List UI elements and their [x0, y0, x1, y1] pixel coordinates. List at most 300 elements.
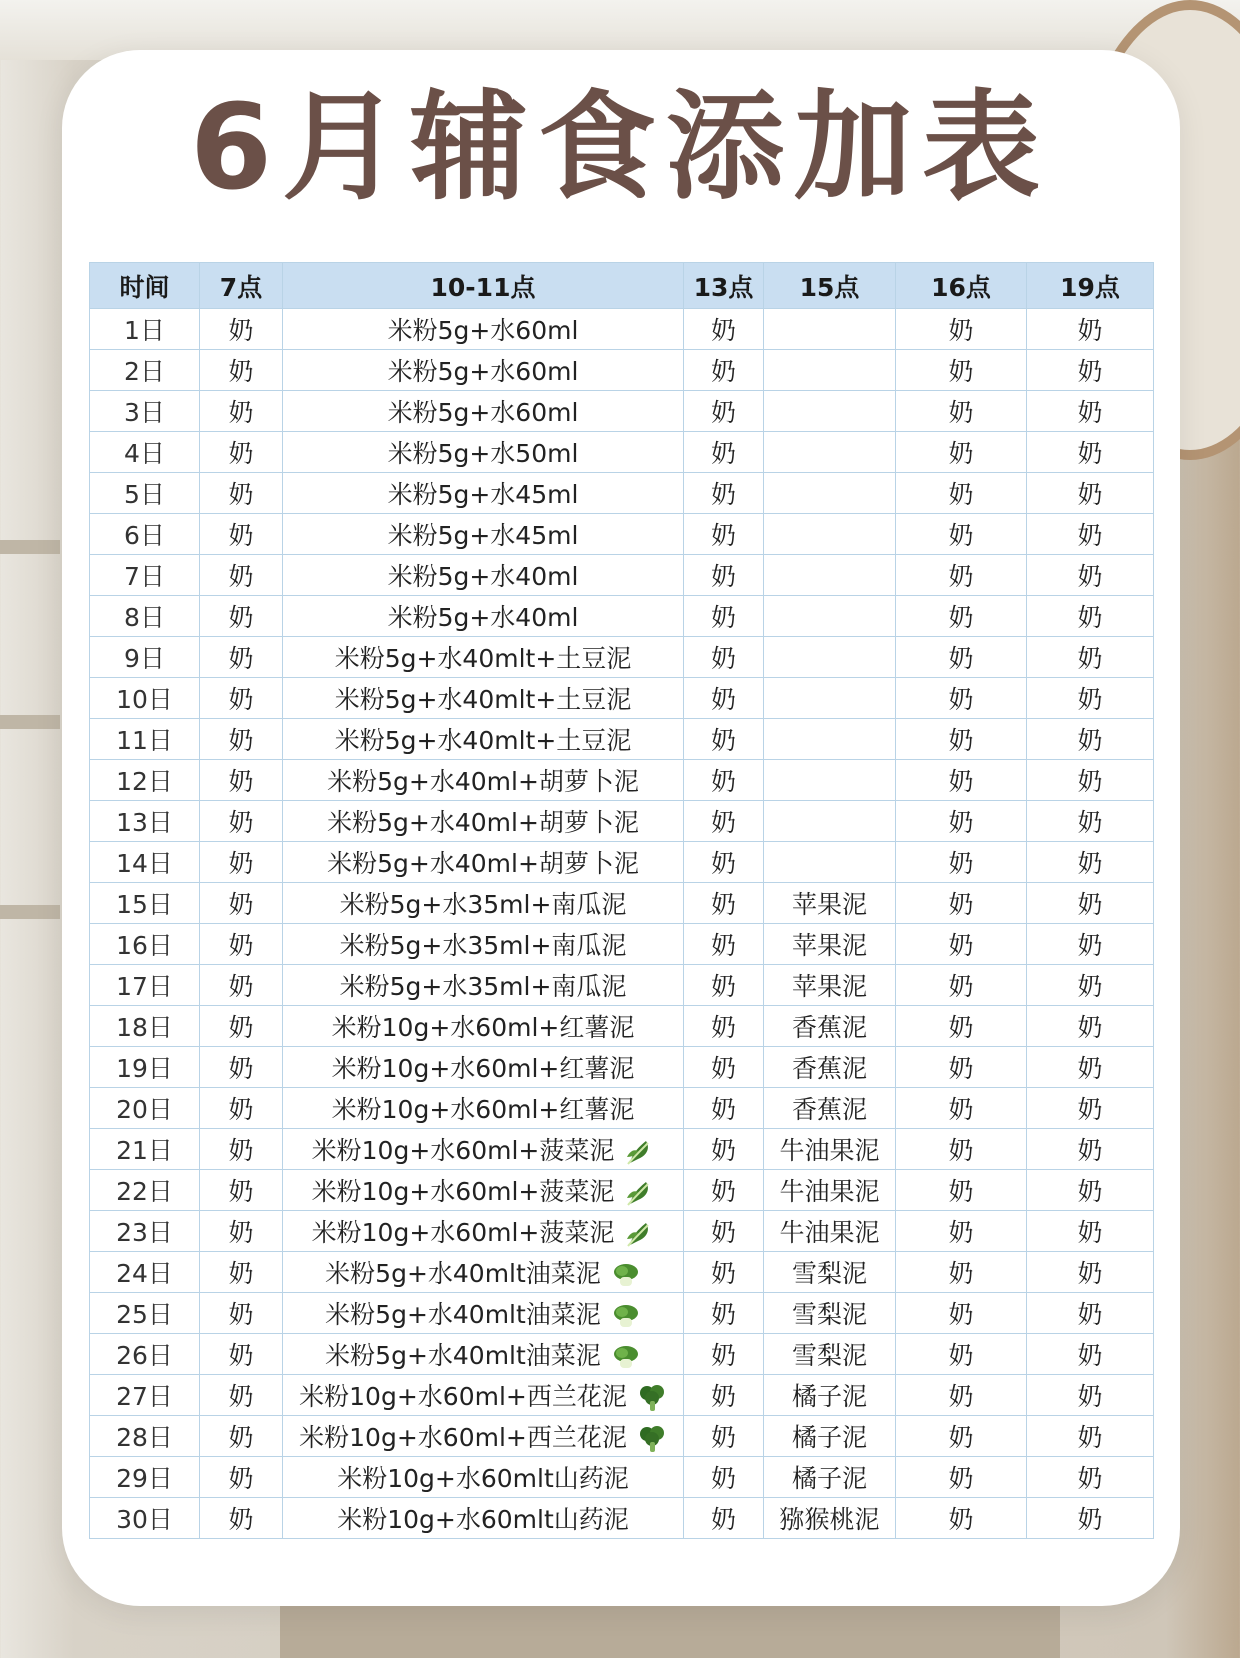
cell-19-text: 奶 — [1077, 931, 1103, 960]
cell-10-11-text: 米粉10g+水60ml+红薯泥 — [331, 1013, 635, 1042]
cell-7 — [200, 965, 283, 1006]
cell-day — [90, 883, 200, 924]
cell-19-text: 奶 — [1077, 1054, 1103, 1083]
cell-7 — [200, 801, 283, 842]
cell-15 — [764, 1088, 896, 1129]
cell-16 — [896, 309, 1027, 350]
cell-7 — [200, 473, 283, 514]
cell-13-text: 奶 — [710, 1054, 736, 1083]
cell-16 — [896, 924, 1027, 965]
cell-15 — [764, 965, 896, 1006]
cell-15 — [764, 514, 896, 555]
cell-day — [90, 719, 200, 760]
bok-choy-icon — [611, 1301, 641, 1331]
cell-15-text: 香蕉泥 — [791, 1095, 867, 1124]
table-row — [90, 1170, 1154, 1211]
cell-16-text: 奶 — [948, 1136, 974, 1165]
cell-7-text: 奶 — [228, 808, 254, 837]
cell-15-text: 苹果泥 — [791, 890, 867, 919]
cell-19 — [1027, 1170, 1154, 1211]
cell-15 — [764, 1498, 896, 1539]
cell-10-11 — [283, 924, 684, 965]
cell-day-text: 18日 — [116, 1013, 173, 1042]
cell-7 — [200, 1334, 283, 1375]
cell-19-text: 奶 — [1077, 1136, 1103, 1165]
cell-10-11 — [283, 1170, 684, 1211]
cell-13-text: 奶 — [710, 972, 736, 1001]
cell-day-text: 28日 — [116, 1423, 173, 1452]
cell-19 — [1027, 1457, 1154, 1498]
cell-15 — [764, 1047, 896, 1088]
cell-16-text: 奶 — [948, 1464, 974, 1493]
cell-7 — [200, 1416, 283, 1457]
cell-13 — [684, 555, 764, 596]
cell-13-text: 奶 — [710, 890, 736, 919]
cell-day-text: 21日 — [116, 1136, 173, 1165]
cell-16-text: 奶 — [948, 1505, 974, 1534]
cell-day-text: 2日 — [124, 357, 165, 386]
cell-13 — [684, 432, 764, 473]
cell-16 — [896, 473, 1027, 514]
cell-13-text: 奶 — [710, 480, 736, 509]
cell-15 — [764, 596, 896, 637]
cell-16-text: 奶 — [948, 439, 974, 468]
cell-13 — [684, 1006, 764, 1047]
cell-13 — [684, 1211, 764, 1252]
cell-16 — [896, 965, 1027, 1006]
table-row — [90, 1293, 1154, 1334]
cell-13-text: 奶 — [710, 603, 736, 632]
cell-day-text: 20日 — [116, 1095, 173, 1124]
table-row — [90, 637, 1154, 678]
cell-19-text: 奶 — [1077, 1341, 1103, 1370]
cell-16-text: 奶 — [948, 1218, 974, 1247]
cell-19-text: 奶 — [1077, 644, 1103, 673]
broccoli-icon — [637, 1383, 667, 1413]
cell-15-text: 苹果泥 — [791, 972, 867, 1001]
cell-day — [90, 801, 200, 842]
cell-15 — [764, 719, 896, 760]
cell-13 — [684, 1457, 764, 1498]
cell-19-text: 奶 — [1077, 357, 1103, 386]
cell-19 — [1027, 1334, 1154, 1375]
cell-19 — [1027, 1088, 1154, 1129]
cell-13-text: 奶 — [710, 1505, 736, 1534]
cell-19-text: 奶 — [1077, 726, 1103, 755]
cell-19-text: 奶 — [1077, 1095, 1103, 1124]
table-row — [90, 1334, 1154, 1375]
cell-7 — [200, 1252, 283, 1293]
cell-16 — [896, 1129, 1027, 1170]
cell-13-text: 奶 — [710, 1177, 736, 1206]
cell-day — [90, 596, 200, 637]
cell-day — [90, 350, 200, 391]
cell-day — [90, 1211, 200, 1252]
cell-15 — [764, 432, 896, 473]
cell-13 — [684, 1170, 764, 1211]
cell-day-text: 16日 — [116, 931, 173, 960]
cell-15 — [764, 1375, 896, 1416]
cell-day-text: 30日 — [116, 1505, 173, 1534]
cell-7 — [200, 514, 283, 555]
cell-19 — [1027, 514, 1154, 555]
cell-15 — [764, 1006, 896, 1047]
cell-7-text: 奶 — [228, 972, 254, 1001]
cell-19-text: 奶 — [1077, 1218, 1103, 1247]
table-row — [90, 350, 1154, 391]
table-row — [90, 1211, 1154, 1252]
cell-16 — [896, 678, 1027, 719]
cell-7 — [200, 842, 283, 883]
cell-10-11-text: 米粉5g+水60ml — [387, 357, 579, 386]
cell-19-text: 奶 — [1077, 1300, 1103, 1329]
cell-16-text: 奶 — [948, 972, 974, 1001]
table-row — [90, 678, 1154, 719]
cell-10-11-text: 米粉10g+水60ml+菠菜泥 — [311, 1136, 615, 1165]
cell-19 — [1027, 1375, 1154, 1416]
cell-19 — [1027, 473, 1154, 514]
spinach-icon — [624, 1178, 654, 1208]
cell-15 — [764, 309, 896, 350]
cell-16 — [896, 1006, 1027, 1047]
table-body — [90, 309, 1154, 1539]
cell-19-text: 奶 — [1077, 685, 1103, 714]
cell-7 — [200, 1129, 283, 1170]
cell-day-text: 5日 — [124, 480, 165, 509]
cell-13-text: 奶 — [710, 1013, 736, 1042]
cell-15-text: 牛油果泥 — [779, 1177, 880, 1206]
cell-19 — [1027, 1252, 1154, 1293]
broccoli-icon — [637, 1424, 667, 1454]
cell-7 — [200, 1047, 283, 1088]
cell-10-11 — [283, 1293, 684, 1334]
background-shelf — [0, 905, 60, 919]
table-row — [90, 1047, 1154, 1088]
cell-16 — [896, 801, 1027, 842]
cell-16-text: 奶 — [948, 562, 974, 591]
cell-15 — [764, 678, 896, 719]
cell-10-11 — [283, 309, 684, 350]
cell-13-text: 奶 — [710, 398, 736, 427]
cell-19 — [1027, 842, 1154, 883]
cell-7-text: 奶 — [228, 1382, 254, 1411]
background-shelf — [0, 540, 60, 554]
cell-19-text: 奶 — [1077, 316, 1103, 345]
background-cabinet — [280, 1598, 1060, 1658]
cell-19-text: 奶 — [1077, 1382, 1103, 1411]
cell-day-text: 10日 — [116, 685, 173, 714]
cell-10-11 — [283, 1252, 684, 1293]
table-row — [90, 473, 1154, 514]
cell-13-text: 奶 — [710, 644, 736, 673]
cell-13 — [684, 842, 764, 883]
cell-13-text: 奶 — [710, 685, 736, 714]
cell-16-text: 奶 — [948, 685, 974, 714]
cell-7-text: 奶 — [228, 1177, 254, 1206]
cell-10-11-text: 米粉5g+水40mlt+土豆泥 — [334, 726, 632, 755]
cell-7-text: 奶 — [228, 1054, 254, 1083]
cell-day — [90, 637, 200, 678]
cell-15-text: 橘子泥 — [791, 1423, 867, 1452]
cell-16-text: 奶 — [948, 1095, 974, 1124]
cell-16-text: 奶 — [948, 849, 974, 878]
header-15: 15点 — [764, 263, 896, 309]
cell-7-text: 奶 — [228, 849, 254, 878]
table-header-row — [90, 263, 1154, 309]
cell-10-11 — [283, 760, 684, 801]
cell-16-text: 奶 — [948, 1423, 974, 1452]
cell-19-text: 奶 — [1077, 562, 1103, 591]
cell-19 — [1027, 350, 1154, 391]
cell-15-text: 橘子泥 — [791, 1382, 867, 1411]
cell-13-text: 奶 — [710, 562, 736, 591]
cell-16-text: 奶 — [948, 316, 974, 345]
cell-7-text: 奶 — [228, 1341, 254, 1370]
cell-19 — [1027, 719, 1154, 760]
cell-15 — [764, 842, 896, 883]
cell-13-text: 奶 — [710, 521, 736, 550]
cell-day — [90, 1047, 200, 1088]
table-row — [90, 1375, 1154, 1416]
cell-15 — [764, 350, 896, 391]
cell-13-text: 奶 — [710, 808, 736, 837]
cell-19 — [1027, 1047, 1154, 1088]
table-row — [90, 1416, 1154, 1457]
cell-13 — [684, 309, 764, 350]
cell-7-text: 奶 — [228, 1218, 254, 1247]
cell-10-11 — [283, 678, 684, 719]
cell-day — [90, 473, 200, 514]
cell-16-text: 奶 — [948, 890, 974, 919]
cell-16-text: 奶 — [948, 1054, 974, 1083]
cell-7 — [200, 1088, 283, 1129]
page-title: 6月辅食添加表 — [189, 78, 1051, 216]
cell-10-11-text: 米粉10g+水60ml+西兰花泥 — [299, 1423, 627, 1452]
cell-day-text: 12日 — [116, 767, 173, 796]
cell-16 — [896, 760, 1027, 801]
table-row — [90, 309, 1154, 350]
cell-day-text: 29日 — [116, 1464, 173, 1493]
cell-10-11 — [283, 1498, 684, 1539]
cell-10-11 — [283, 801, 684, 842]
cell-13-text: 奶 — [710, 1423, 736, 1452]
cell-10-11 — [283, 555, 684, 596]
cell-19 — [1027, 309, 1154, 350]
cell-15 — [764, 1416, 896, 1457]
cell-day — [90, 1375, 200, 1416]
cell-16 — [896, 883, 1027, 924]
cell-15 — [764, 555, 896, 596]
table-row — [90, 1088, 1154, 1129]
table-row — [90, 1457, 1154, 1498]
cell-day — [90, 391, 200, 432]
cell-16 — [896, 1416, 1027, 1457]
cell-day-text: 9日 — [124, 644, 165, 673]
table-row — [90, 514, 1154, 555]
table-row — [90, 432, 1154, 473]
cell-7-text: 奶 — [228, 1095, 254, 1124]
cell-day — [90, 309, 200, 350]
cell-10-11-text: 米粉5g+水40mlt油菜泥 — [325, 1259, 601, 1288]
cell-10-11-text: 米粉5g+水40ml — [387, 562, 579, 591]
cell-15-text: 橘子泥 — [791, 1464, 867, 1493]
cell-15 — [764, 1170, 896, 1211]
cell-10-11 — [283, 1457, 684, 1498]
cell-day-text: 15日 — [116, 890, 173, 919]
cell-13 — [684, 1088, 764, 1129]
cell-19 — [1027, 965, 1154, 1006]
cell-16-text: 奶 — [948, 767, 974, 796]
cell-13 — [684, 350, 764, 391]
cell-7-text: 奶 — [228, 521, 254, 550]
table-row — [90, 1498, 1154, 1539]
cell-7-text: 奶 — [228, 644, 254, 673]
cell-19-text: 奶 — [1077, 767, 1103, 796]
cell-16-text: 奶 — [948, 1300, 974, 1329]
cell-7-text: 奶 — [228, 767, 254, 796]
cell-day-text: 25日 — [116, 1300, 173, 1329]
table-row — [90, 596, 1154, 637]
cell-13-text: 奶 — [710, 1095, 736, 1124]
cell-day-text: 22日 — [116, 1177, 173, 1206]
cell-10-11-text: 米粉5g+水35ml+南瓜泥 — [339, 890, 627, 919]
cell-10-11-text: 米粉5g+水45ml — [387, 480, 579, 509]
cell-16 — [896, 1088, 1027, 1129]
cell-day — [90, 1088, 200, 1129]
cell-10-11 — [283, 1211, 684, 1252]
cell-day — [90, 432, 200, 473]
spinach-icon — [624, 1137, 654, 1167]
cell-7 — [200, 1457, 283, 1498]
cell-16 — [896, 637, 1027, 678]
cell-10-11-text: 米粉5g+水50ml — [387, 439, 579, 468]
cell-16 — [896, 1252, 1027, 1293]
cell-10-11-text: 米粉5g+水40mlt+土豆泥 — [334, 685, 632, 714]
cell-13-text: 奶 — [710, 1136, 736, 1165]
cell-7 — [200, 1375, 283, 1416]
cell-15 — [764, 883, 896, 924]
cell-7-text: 奶 — [228, 1464, 254, 1493]
header-7: 7点 — [200, 263, 283, 309]
cell-10-11 — [283, 1047, 684, 1088]
cell-16 — [896, 1293, 1027, 1334]
cell-15-text: 雪梨泥 — [791, 1341, 867, 1370]
cell-day-text: 11日 — [116, 726, 173, 755]
cell-7-text: 奶 — [228, 562, 254, 591]
table-row — [90, 883, 1154, 924]
cell-15-text: 牛油果泥 — [779, 1218, 880, 1247]
cell-19-text: 奶 — [1077, 398, 1103, 427]
cell-7-text: 奶 — [228, 1259, 254, 1288]
cell-13 — [684, 678, 764, 719]
cell-7-text: 奶 — [228, 1505, 254, 1534]
cell-19 — [1027, 596, 1154, 637]
cell-7 — [200, 1498, 283, 1539]
cell-10-11-text: 米粉5g+水35ml+南瓜泥 — [339, 931, 627, 960]
cell-10-11 — [283, 596, 684, 637]
cell-7 — [200, 678, 283, 719]
cell-16-text: 奶 — [948, 1177, 974, 1206]
cell-19 — [1027, 883, 1154, 924]
cell-16 — [896, 1211, 1027, 1252]
cell-15-text: 猕猴桃泥 — [779, 1505, 880, 1534]
cell-7 — [200, 719, 283, 760]
cell-7-text: 奶 — [228, 1300, 254, 1329]
cell-16 — [896, 1457, 1027, 1498]
cell-19-text: 奶 — [1077, 1505, 1103, 1534]
cell-16 — [896, 1170, 1027, 1211]
cell-13 — [684, 514, 764, 555]
cell-13-text: 奶 — [710, 1382, 736, 1411]
cell-10-11 — [283, 1334, 684, 1375]
cell-16 — [896, 1498, 1027, 1539]
bok-choy-icon — [611, 1342, 641, 1372]
cell-day — [90, 555, 200, 596]
cell-19 — [1027, 391, 1154, 432]
cell-16 — [896, 719, 1027, 760]
cell-10-11 — [283, 1375, 684, 1416]
cell-day — [90, 514, 200, 555]
cell-19-text: 奶 — [1077, 603, 1103, 632]
cell-day-text: 27日 — [116, 1382, 173, 1411]
cell-16 — [896, 514, 1027, 555]
cell-19-text: 奶 — [1077, 439, 1103, 468]
cell-15-text: 香蕉泥 — [791, 1054, 867, 1083]
cell-day — [90, 1252, 200, 1293]
table-row — [90, 842, 1154, 883]
cell-19-text: 奶 — [1077, 1177, 1103, 1206]
cell-16 — [896, 596, 1027, 637]
cell-7-text: 奶 — [228, 357, 254, 386]
table-row — [90, 391, 1154, 432]
cell-day — [90, 1416, 200, 1457]
cell-7-text: 奶 — [228, 931, 254, 960]
cell-7 — [200, 1293, 283, 1334]
cell-10-11-text: 米粉5g+水40ml — [387, 603, 579, 632]
cell-16-text: 奶 — [948, 1259, 974, 1288]
cell-13 — [684, 391, 764, 432]
cell-10-11-text: 米粉5g+水40ml+胡萝卜泥 — [327, 808, 639, 837]
table-row — [90, 1129, 1154, 1170]
cell-day-text: 24日 — [116, 1259, 173, 1288]
cell-15 — [764, 1334, 896, 1375]
cell-13-text: 奶 — [710, 849, 736, 878]
cell-7 — [200, 432, 283, 473]
cell-16 — [896, 391, 1027, 432]
cell-15 — [764, 924, 896, 965]
cell-13-text: 奶 — [710, 316, 736, 345]
table-row — [90, 1006, 1154, 1047]
cell-16-text: 奶 — [948, 357, 974, 386]
cell-13 — [684, 1334, 764, 1375]
cell-13 — [684, 596, 764, 637]
cell-10-11-text: 米粉10g+水60ml+红薯泥 — [331, 1054, 635, 1083]
cell-19 — [1027, 1498, 1154, 1539]
cell-15 — [764, 1293, 896, 1334]
feeding-schedule-table — [89, 262, 1154, 1539]
cell-19-text: 奶 — [1077, 1423, 1103, 1452]
cell-13-text: 奶 — [710, 931, 736, 960]
cell-10-11-text: 米粉10g+水60mlt山药泥 — [337, 1464, 629, 1493]
table-row — [90, 555, 1154, 596]
cell-10-11-text: 米粉5g+水35ml+南瓜泥 — [339, 972, 627, 1001]
cell-19 — [1027, 760, 1154, 801]
cell-10-11 — [283, 842, 684, 883]
cell-10-11-text: 米粉10g+水60mlt山药泥 — [337, 1505, 629, 1534]
cell-15-text: 苹果泥 — [791, 931, 867, 960]
cell-7 — [200, 637, 283, 678]
cell-10-11-text: 米粉5g+水40ml+胡萝卜泥 — [327, 849, 639, 878]
